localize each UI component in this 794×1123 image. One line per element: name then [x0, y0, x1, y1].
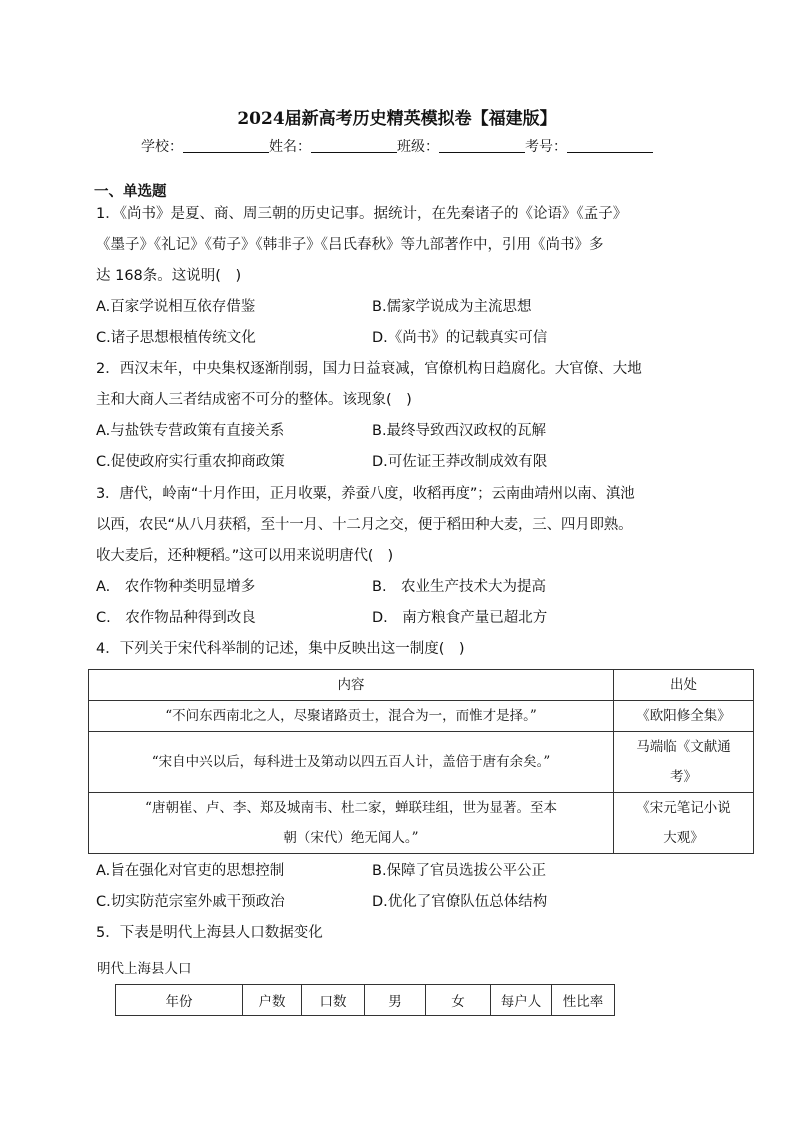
question-3-line: 以西，农民“从八月获稻，至十一月、十二月之交，便于稻田种大麦，三、四月即熟。 — [96, 517, 633, 533]
question-2-stem — [96, 354, 700, 416]
content-line: 朝（宋代）绝无闻人。” — [283, 830, 419, 846]
header-households: 户数 — [243, 985, 302, 1016]
row-content — [89, 793, 614, 854]
header-source: 出处 — [614, 670, 754, 701]
question-2-line: 2．西汉末年，中央集权逐渐削弱，国力日益衰减，官僚机构日趋腐化。大官僚、大地 — [96, 361, 642, 377]
option-d[interactable]: D. 南方粮食产量已超北方 — [372, 610, 548, 626]
table-row — [89, 793, 754, 854]
option-c[interactable]: C.促使政府实行重农抑商政策 — [96, 454, 285, 470]
question-1-line: 达 168条。这说明( ) — [96, 268, 242, 284]
header-sex-ratio: 性比率 — [552, 985, 615, 1016]
source-line: 考》 — [670, 769, 697, 785]
question-3-options — [96, 572, 700, 634]
question-4-line: 4．下列关于宋代科举制的记述，集中反映出这一制度( ) — [96, 641, 465, 657]
content-line: “不问东西南北之人，尽聚诸路贡士，混合为一，而惟才是择。” — [165, 708, 537, 724]
question-1-stem — [96, 199, 700, 292]
header-content: 内容 — [89, 670, 614, 701]
question-1-line: 《墨子》《礼记》《荀子》《韩非子》《吕氏春秋》等九部著作中，引用《尚书》多 — [96, 237, 604, 253]
table-row — [89, 701, 754, 732]
header-male: 男 — [365, 985, 426, 1016]
option-b[interactable]: B.保障了官员选拔公平公正 — [372, 863, 547, 879]
option-b[interactable]: B.最终导致西汉政权的瓦解 — [372, 423, 547, 439]
class-blank[interactable] — [439, 138, 525, 153]
name-blank[interactable] — [311, 138, 397, 153]
exam-number-blank[interactable] — [567, 138, 653, 153]
option-d[interactable]: D.优化了官僚队伍总体结构 — [372, 894, 548, 910]
question-2-line: 主和大商人三者结成密不可分的整体。该现象( ) — [96, 392, 412, 408]
row-source — [614, 793, 754, 854]
question-4-stem — [96, 634, 700, 665]
question-2-options — [96, 416, 700, 478]
header-year: 年份 — [116, 985, 243, 1016]
source-line: 大观》 — [663, 830, 704, 846]
question-1-options — [96, 292, 700, 354]
question-1-line: 1．《尚书》是夏、商、周三朝的历史记事。据统计，在先秦诸子的《论语》《孟子》 — [96, 206, 628, 222]
option-a[interactable]: A. 农作物种类明显增多 — [96, 579, 256, 595]
section-heading: 一、单选题 — [94, 184, 167, 200]
header-population: 口数 — [302, 985, 365, 1016]
question-3-line: 收大麦后，还种粳稻。”这可以用来说明唐代( ) — [96, 548, 393, 564]
school-label: 学校： — [141, 139, 183, 155]
row-source — [614, 701, 754, 732]
source-line: 《欧阳修全集》 — [636, 708, 731, 724]
option-c[interactable]: C. 农作物品种得到改良 — [96, 610, 256, 626]
exam-title: 2024届新高考历史精英模拟卷【福建版】 — [237, 109, 557, 129]
option-b[interactable]: B. 农业生产技术大为提高 — [372, 579, 547, 595]
row-content — [89, 701, 614, 732]
question-3-stem — [96, 479, 700, 572]
source-line: 《宋元笔记小说 — [636, 800, 731, 816]
content-line: “唐朝崔、卢、李、郑及城南韦、杜二家，蝉联珪组，世为显著。至本 — [145, 800, 557, 816]
option-d[interactable]: D.可佐证王莽改制成效有限 — [372, 454, 548, 470]
question-3-line: 3．唐代，岭南“十月作田，正月收粟，养蚕八度，收稻再度”；云南曲靖州以南、滇池 — [96, 486, 635, 502]
header-female: 女 — [426, 985, 491, 1016]
question-5-line: 5．下表是明代上海县人口数据变化 — [96, 925, 323, 941]
class-label: 班级： — [397, 139, 439, 155]
option-a[interactable]: A.百家学说相互依存借鉴 — [96, 299, 256, 315]
option-b[interactable]: B.儒家学说成为主流思想 — [372, 299, 532, 315]
question-4-options — [96, 856, 700, 918]
option-d[interactable]: D.《尚书》的记载真实可信 — [372, 330, 548, 346]
table-header-row — [116, 985, 615, 1016]
option-c[interactable]: C.切实防范宗室外戚干预政治 — [96, 894, 285, 910]
source-line: 马端临《文献通 — [636, 739, 731, 755]
school-blank[interactable] — [183, 138, 269, 153]
name-label: 姓名： — [269, 139, 311, 155]
content-line: “宋自中兴以后，每科进士及第动以四五百人计，盖倍于唐有余矣。” — [151, 754, 551, 770]
header-per-household: 每户人 — [491, 985, 552, 1016]
student-info-line — [0, 136, 794, 156]
table-row — [89, 732, 754, 793]
question-4-table — [88, 669, 754, 854]
table-header-row — [89, 670, 754, 701]
row-source — [614, 732, 754, 793]
option-a[interactable]: A.旨在强化对官吏的思想控制 — [96, 863, 285, 879]
option-c[interactable]: C.诸子思想根植传统文化 — [96, 330, 256, 346]
question-5-stem — [96, 918, 700, 949]
table-caption: 明代上海县人口 — [97, 961, 192, 977]
option-a[interactable]: A.与盐铁专营政策有直接关系 — [96, 423, 285, 439]
exam-number-label: 考号： — [525, 139, 567, 155]
question-5-table — [115, 984, 615, 1016]
row-content — [89, 732, 614, 793]
